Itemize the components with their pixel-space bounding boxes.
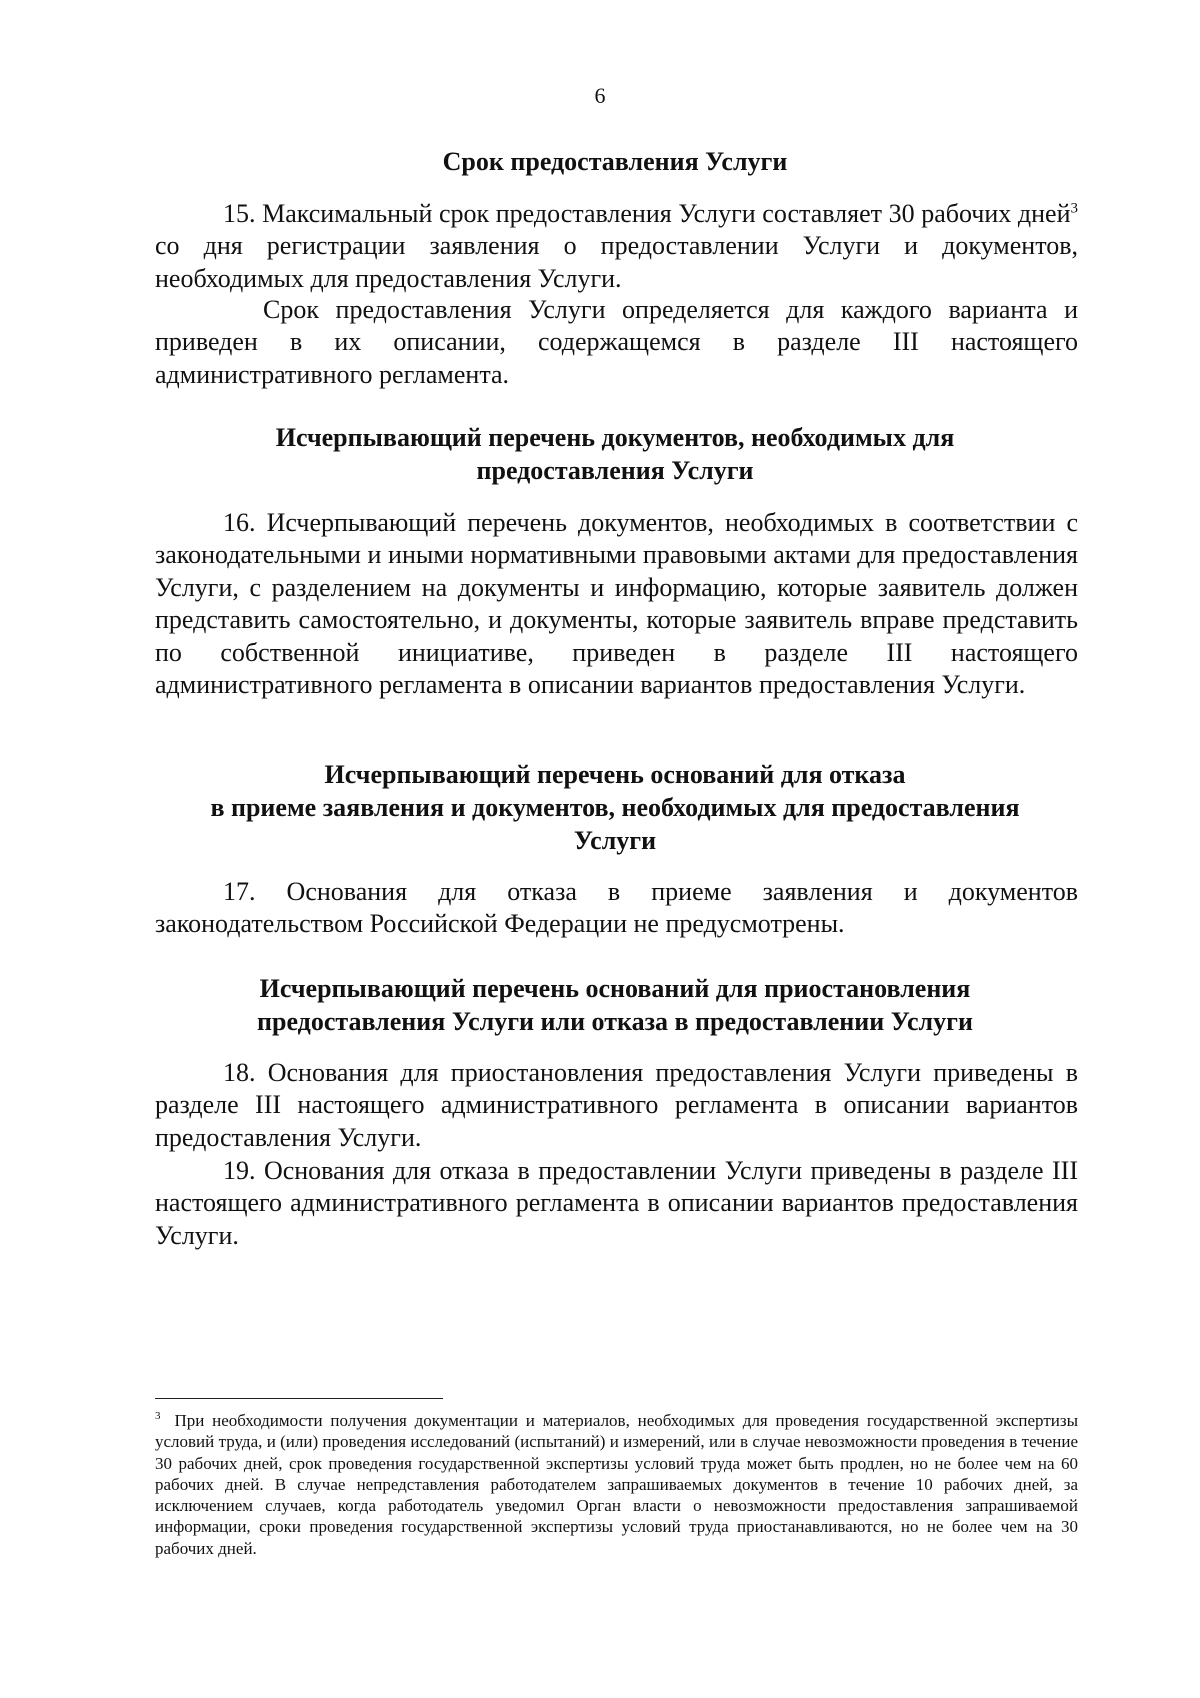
paragraph-15-text-start: 15. Максимальный срок предоставления Услуги составляет 30 рабочих дней (223, 199, 1071, 228)
paragraph-15-text-end: со дня регистрации заявления о предоставлении Услуги и документов, необходимых для предоставления Услуги. (155, 231, 1078, 293)
paragraph-17: 17. Основания для отказа в приеме заявления и документов законодательством Российской Федерации не предусмотрены. (155, 877, 1078, 939)
heading-line: Исчерпывающий перечень оснований для отказа (324, 760, 906, 789)
paragraph-19: 19. Основания для отказа в предоставлении Услуги приведены в разделе III настоящего административного регламента в описании вариантов предоставления Услуги. (155, 1156, 1078, 1250)
footnote-reference: 3 (1070, 200, 1078, 217)
paragraph-15 (155, 198, 1078, 295)
section-heading-suspension (150, 972, 1080, 1038)
heading-line: предоставления Услуги или отказа в предоставлении Услуги (257, 1007, 973, 1036)
heading-line: в приеме заявления и документов, необходимых для предоставления (210, 793, 1020, 822)
heading-line: Исчерпывающий перечень оснований для приостановления (259, 974, 971, 1003)
section-heading-documents (150, 421, 1080, 487)
section-heading-term: Срок предоставления Услуги (442, 147, 788, 176)
footnote (155, 1410, 1078, 1559)
heading-line: предоставления Услуги (476, 456, 754, 485)
section-heading-refusal-acceptance (150, 758, 1080, 857)
heading-line: Услуги (573, 826, 657, 855)
heading-line: Исчерпывающий перечень документов, необходимых для (275, 423, 955, 452)
footnote-text: При необходимости получения документации и материалов, необходимых для проведения государственной экспертизы условий труда, и (или) проведения исследований (испытаний) и измерений, или в случае невозможности проведения в течение 30 рабочих дней, срок проведения государственной экспертизы условий труда может быть продлен, но не более чем на 60 рабочих дней. В случае непредставления работодателем запрашиваемых документов в течение 10 рабочих дней, за исключением случаев, когда работодатель уведомил Орган власти о невозможности предоставления запрашиваемой информации, сроки проведения государственной экспертизы условий труда приостанавливаются, но не более чем на 30 рабочих дней. (155, 1411, 1078, 1558)
footnote-separator (155, 1398, 443, 1399)
footnote-mark: 3 (155, 1410, 161, 1423)
page-number: 6 (594, 83, 606, 108)
paragraph-15-continuation: Срок предоставления Услуги определяется для каждого варианта и приведен в их описании, содержащемся в разделе III настоящего административного регламента. (155, 295, 1078, 389)
paragraph-16: 16. Исчерпывающий перечень документов, необходимых в соответствии с законодательными и иными нормативными правовыми актами для предоставления Услуги, с разделением на документы и информацию, которые заявитель должен представить самостоятельно, и документы, которые заявитель вправе представить по собственной инициативе, приведен в разделе III настоящего административного регламента в описании вариантов предоставления Услуги. (155, 508, 1078, 700)
paragraph-18: 18. Основания для приостановления предоставления Услуги приведены в разделе III настоящего административного регламента в описании вариантов предоставления Услуги. (155, 1058, 1078, 1152)
